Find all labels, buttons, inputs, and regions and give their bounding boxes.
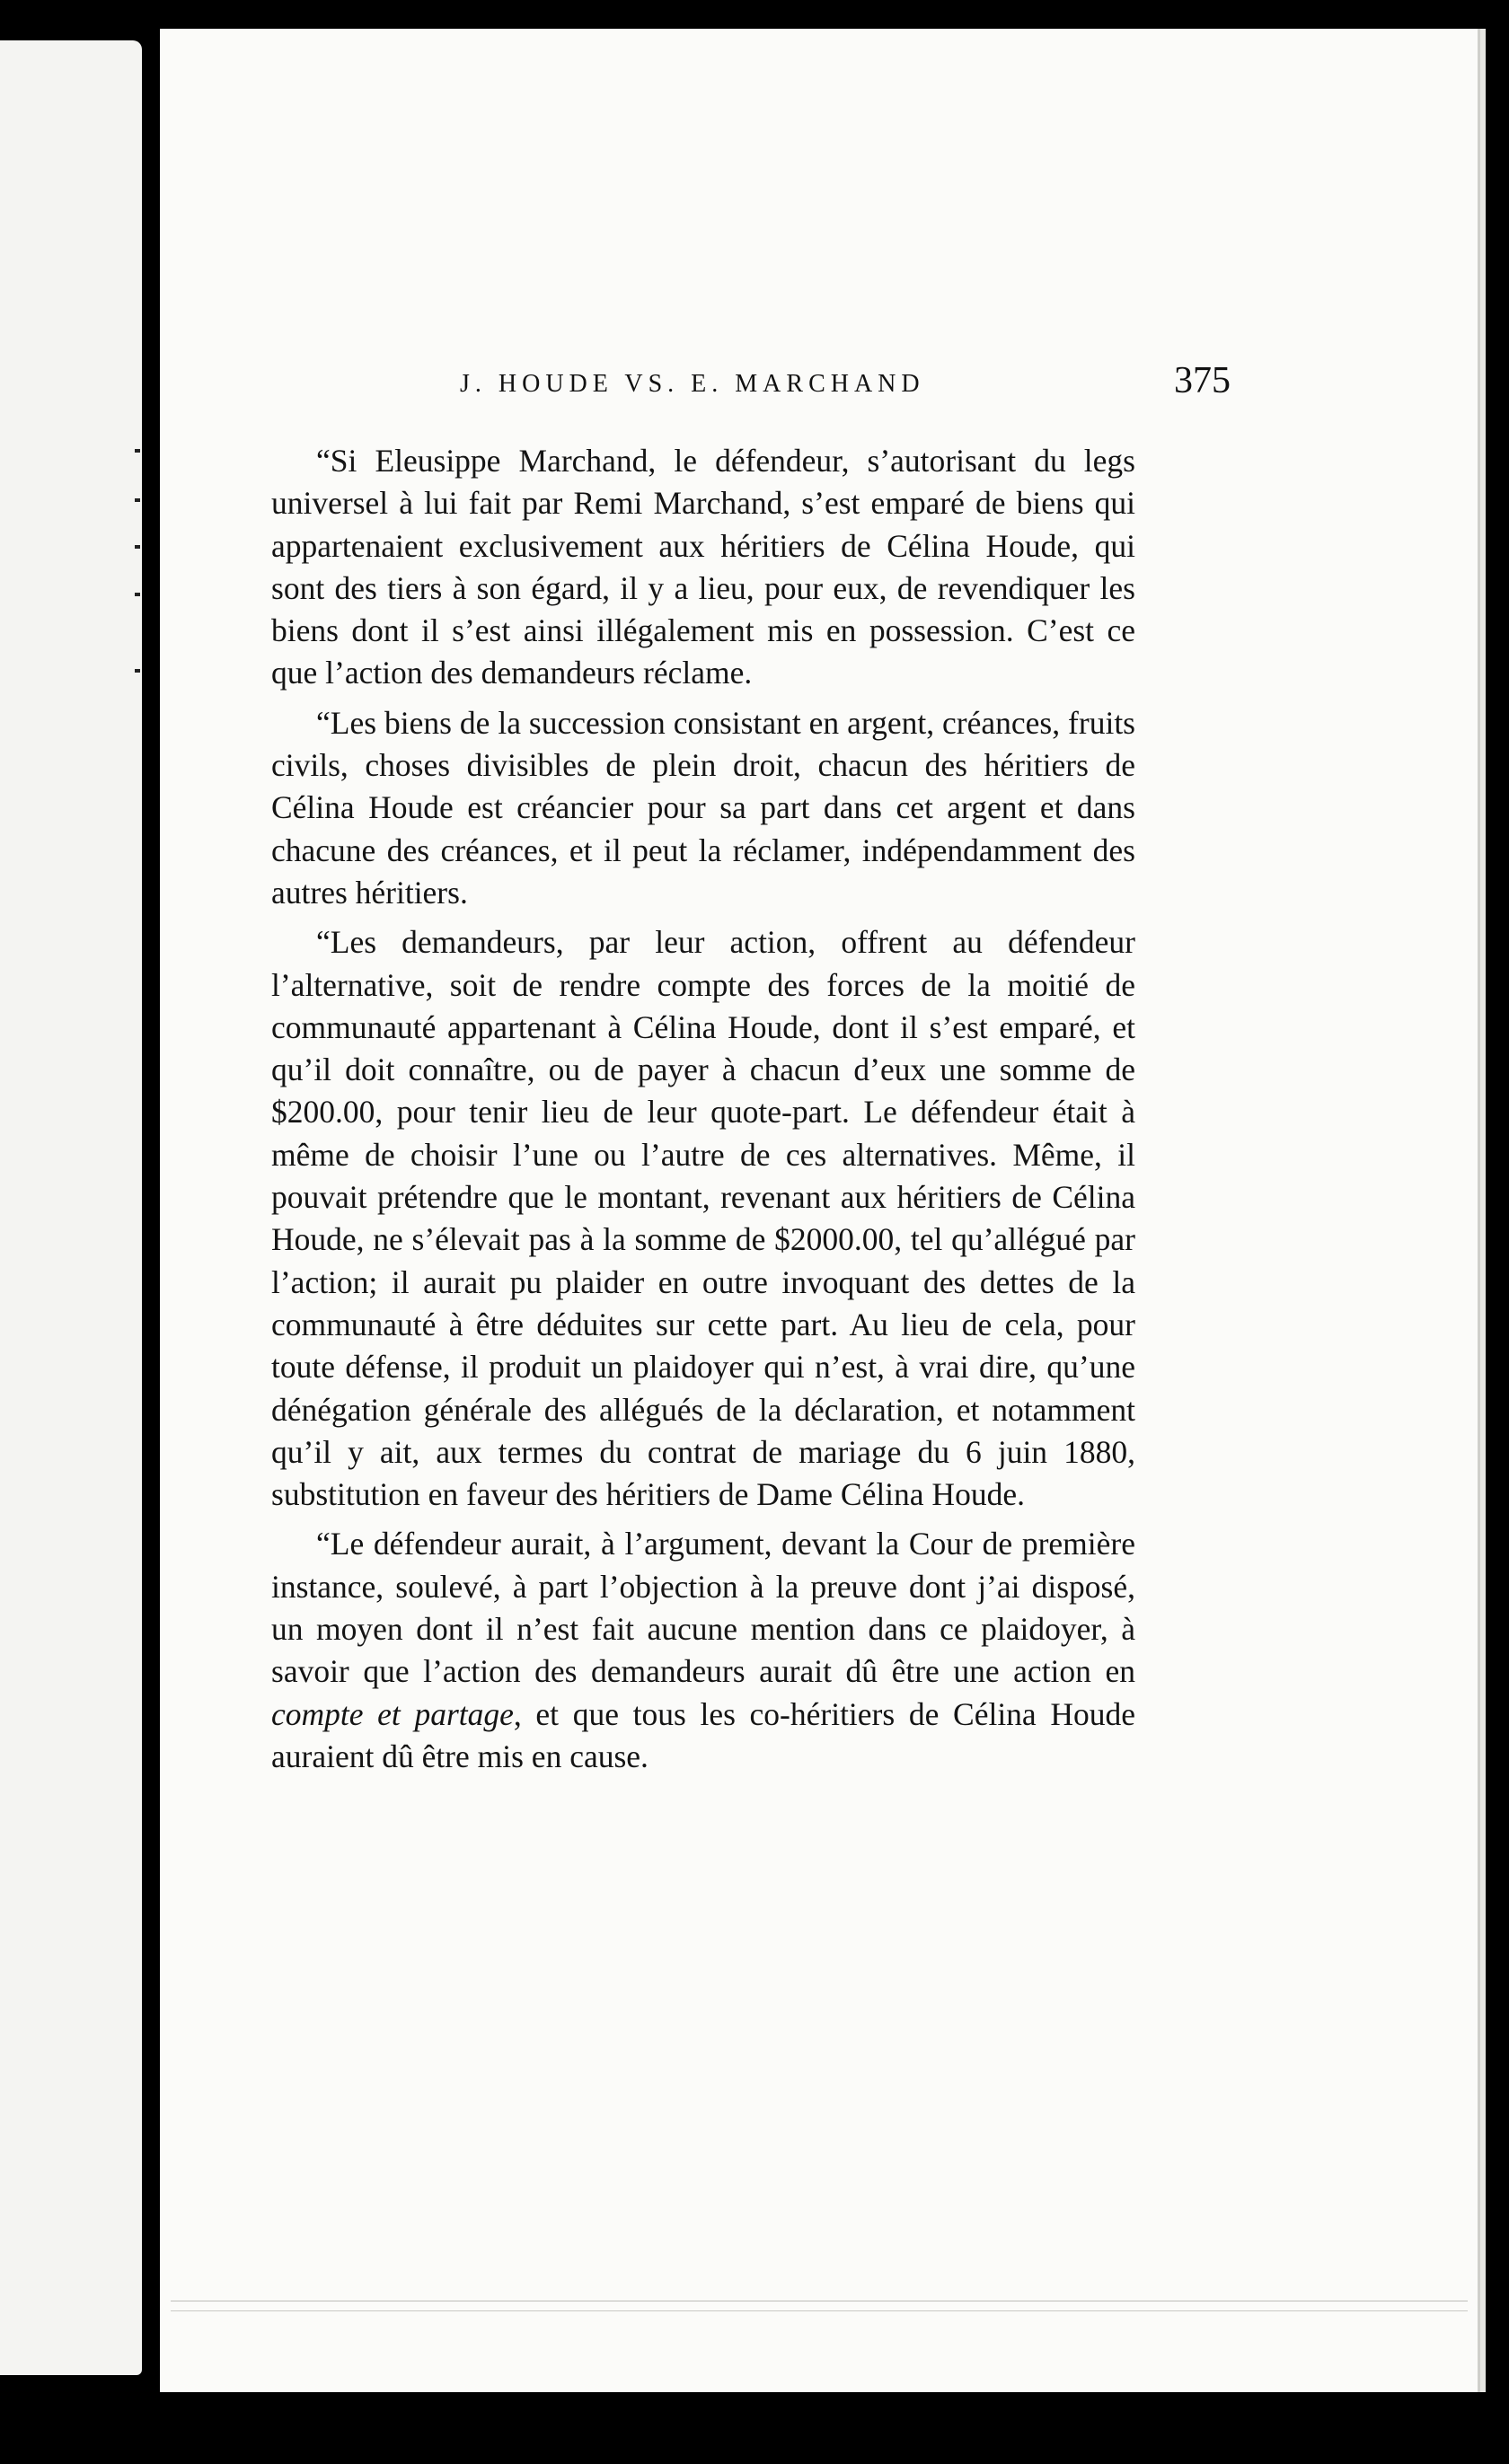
italic-phrase: compte et partage — [271, 1695, 514, 1732]
paragraph-text: “Le défendeur aurait, à l’argument, devant la Cour de première instance, soulevé, à part l’objection à la preuve dont j’ai disposé, un moyen dont il n’est fait aucune mention dans ce plaidoyer, à savoir que l’action des demandeurs aurait dû être une action en — [271, 1526, 1135, 1690]
paragraph-text: , et que tous les co-héritiers de Célina Houde auraient dû être mis en cause. — [271, 1695, 1135, 1774]
paragraph: “Les demandeurs, par leur action, offrent au défendeur l’alternative, soit de rendre compte des forces de la moitié de communauté appartenant à Célina Houde, dont il s’est emparé, et qu’il doit connaître, ou de payer à chacun d’eux une somme de $200.00, pour tenir lieu de leur quote-part. Le défendeur était à même de choisir l’une ou l’autre de ces alternatives. Même, il pouvait prétendre que le montant, revenant aux héritiers de Célina Houde, ne s’élevait pas à la somme de $2000.00, tel qu’allégué par l’action; il aurait pu plaider en outre invoquant des dettes de la communauté à être déduites sur cette part. Au lieu de cela, pour toute défense, il produit un plaidoyer qui n’est, à vrai dire, qu’une dénégation générale des allégués de la déclaration, et notamment qu’il y ait, aux termes du contrat de mariage du 6 juin 1880, substitution en faveur des héritiers de Dame Célina Houde. — [271, 924, 1135, 1513]
edge-mark — [135, 593, 140, 596]
page-edge-lines — [171, 2301, 1468, 2311]
page-number: 375 — [1174, 360, 1231, 401]
edge-mark — [135, 545, 140, 549]
previous-page-edge — [0, 40, 142, 2375]
edge-mark — [135, 669, 140, 673]
paragraph: “Si Eleusippe Marchand, le défendeur, s’autorisant du legs universel à lui fait par Remi Marchand, s’est emparé de biens qui appartenaient exclusivement aux héritiers de Célina Houde, qui sont des tiers à son égard, il y a lieu, pour eux, de revendiquer les biens dont il s’est ainsi illégalement mis en possession. C’est ce que l’action des demandeurs réclame. — [271, 443, 1135, 691]
paragraph: “Les biens de la succession consistant en argent, créances, fruits civils, choses divisibles de plein droit, chacun des héritiers de Célina Houde est créancier pour sa part dans cet argent et dans chacune des créances, et il peut la réclamer, indépendamment des autres héritiers. — [271, 704, 1135, 911]
body-text — [271, 440, 1135, 1785]
edge-mark — [135, 449, 140, 453]
paragraph — [271, 1523, 1135, 1778]
running-title: J. HOUDE VS. E. MARCHAND — [460, 370, 925, 398]
running-head — [271, 359, 1231, 409]
edge-mark — [135, 498, 140, 502]
